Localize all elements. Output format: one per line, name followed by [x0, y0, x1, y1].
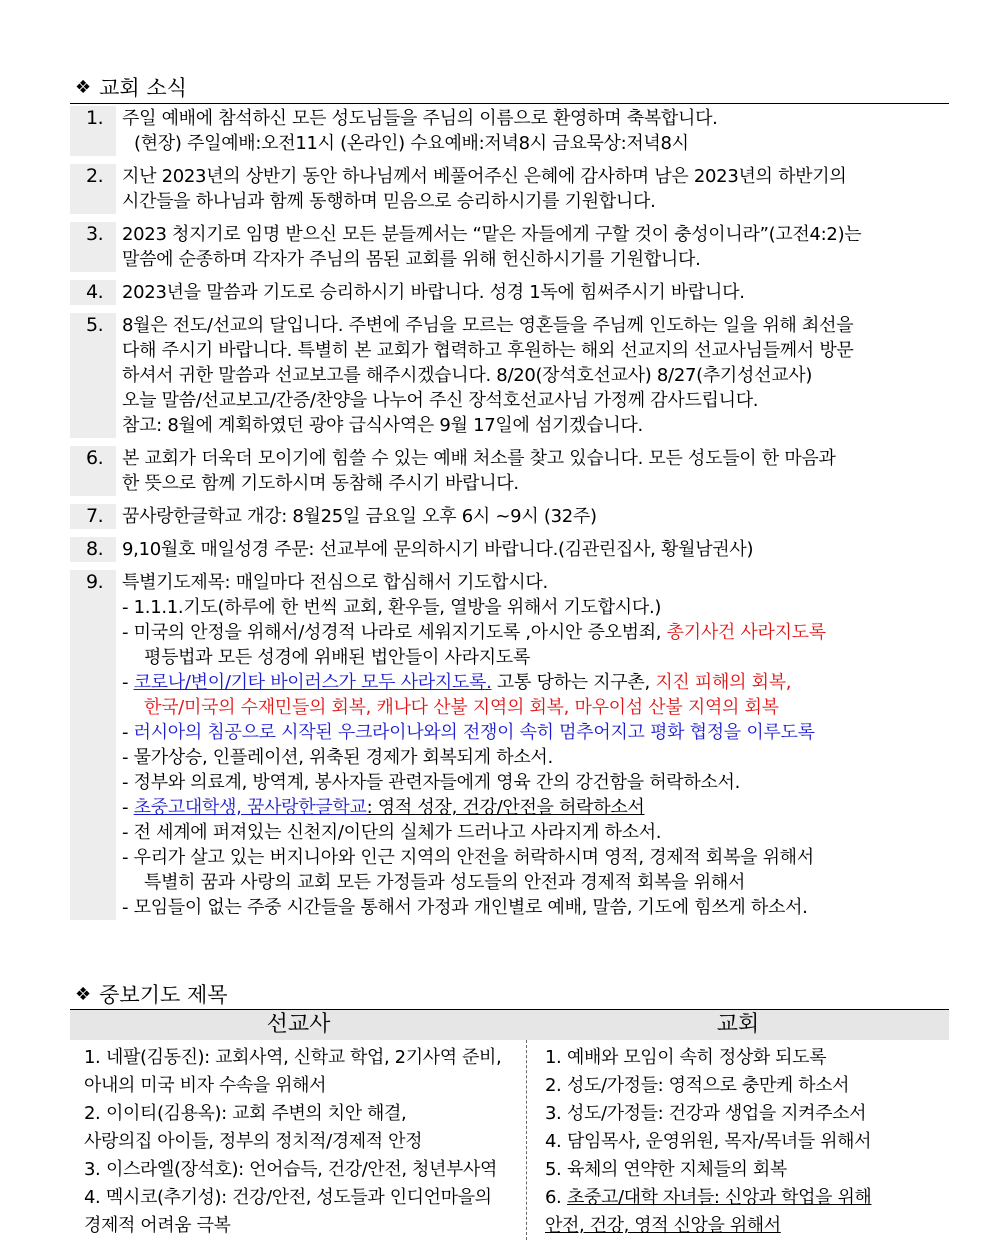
- prayer-item-number: 3.: [84, 1159, 101, 1180]
- prayer-item: [84, 1044, 526, 1072]
- list-item: [70, 313, 948, 438]
- news-section-title: [75, 74, 187, 102]
- news-title-text: 교회 소식: [99, 76, 187, 100]
- prayer-bullet: [122, 795, 948, 820]
- prayer-item: [545, 1156, 949, 1184]
- item-number: 9.: [70, 570, 116, 920]
- prayer-item-text: 담임목사, 운영위원, 목자/목녀들 위해서: [567, 1131, 872, 1152]
- prayer-item: [545, 1072, 949, 1100]
- prayer-item-cont: 아내의 미국 비자 수속을 위해서: [84, 1075, 327, 1096]
- divider: [70, 103, 949, 104]
- item-text: 9,10월호 매일성경 주문: 선교부에 문의하시기 바랍니다.(김관린집사, 황월남권사): [122, 539, 754, 560]
- prayer-item-number: 6.: [545, 1187, 562, 1208]
- dash: -: [122, 672, 134, 693]
- item-text: 시간들을 하나님과 함께 동행하며 믿음으로 승리하시기를 기원합니다.: [122, 191, 656, 212]
- list-item: [70, 164, 948, 214]
- prayer-bullet-cont: 한국/미국의 수재민들의 회복, 캐나다 산불 지역의 회복, 마우이섬 산불 지역의 회복: [144, 697, 779, 718]
- prayer-item-number: 2.: [84, 1103, 101, 1124]
- header-church: 교회: [716, 1012, 760, 1037]
- prayer-item-text: 초중고/대학 자녀들: 신앙과 학업을 위해: [567, 1187, 872, 1208]
- item-number: 3.: [70, 222, 116, 272]
- prayer-highlight-red: 지진 피해의 회복,: [655, 672, 792, 693]
- diamond-bullet-icon: ❖: [75, 77, 90, 98]
- list-item: [70, 280, 948, 305]
- missionary-column: [70, 1040, 527, 1240]
- prayer-item: [545, 1184, 949, 1212]
- prayer-table-body: [70, 1040, 949, 1240]
- prayer-bullet: - 1.1.1.기도(하루에 한 번씩 교회, 환우들, 열방을 위해서 기도합시다.): [122, 597, 662, 618]
- prayer-item: [545, 1100, 949, 1128]
- prayer-bullet: - 모임들이 없는 주중 시간들을 통해서 가정과 개인별로 예배, 말씀, 기도에 힘쓰게 하소서.: [122, 897, 808, 918]
- item-text: 한 뜻으로 함께 기도하시며 동참해 주시기 바랍니다.: [122, 473, 519, 494]
- prayer-bullet-cont: 특별히 꿈과 사랑의 교회 모든 가정들과 성도들의 안전과 경제적 회복을 위해서: [144, 872, 746, 893]
- dash: -: [122, 797, 134, 818]
- item-text: 2023 청지기로 임명 받으신 모든 분들께서는 “맡은 자들에게 구할 것이 충성이니라”(고전4:2)는: [122, 224, 862, 245]
- prayer-table: [70, 1009, 949, 1240]
- item-text: 말씀에 순종하며 각자가 주님의 몸된 교회를 위해 헌신하시기를 기원합니다.: [122, 249, 701, 270]
- header-missionary: 선교사: [266, 1012, 331, 1037]
- list-item: [70, 537, 948, 562]
- prayer-text: : 영적 성장, 건강/안전을 허락하소서: [366, 797, 645, 818]
- item-number: 8.: [70, 537, 116, 562]
- prayer-item-text: 예배와 모임이 속히 정상화 되도록: [567, 1047, 827, 1068]
- item-number: 7.: [70, 504, 116, 529]
- diamond-bullet-icon: ❖: [75, 984, 90, 1005]
- prayer-section-title: [75, 981, 228, 1009]
- prayer-item-number: 2.: [545, 1075, 562, 1096]
- prayer-item-text: 이스라엘(장석호): 언어습득, 건강/안전, 청년부사역: [106, 1159, 497, 1180]
- item-text: 지난 2023년의 상반기 동안 하나님께서 베풀어주신 은혜에 감사하며 남은 2023년의 하반기의: [122, 166, 847, 187]
- news-list: [70, 106, 948, 928]
- prayer-table-header: [70, 1009, 949, 1040]
- prayer-bullet: - 우리가 살고 있는 버지니아와 인근 지역의 안전을 허락하시며 영적, 경제적 회복을 위해서: [122, 847, 814, 868]
- item-text: (현장) 주일예배:오전11시 (온라인) 수요예배:저녁8시 금요묵상:저녁8시: [134, 133, 689, 154]
- prayer-item-number: 3.: [545, 1103, 562, 1124]
- prayer-item-text: 멕시코(추기성): 건강/안전, 성도들과 인디언마을의: [106, 1187, 492, 1208]
- item-text: 꿈사랑한글학교 개강: 8월25일 금요일 오후 6시 ~9시 (32주): [122, 506, 597, 527]
- prayer-highlight-blue: 러시아의 침공으로 시작된 우크라이나와의 전쟁이 속히 멈추어지고 평화 협정을 이루도록: [133, 722, 815, 743]
- prayer-highlight-blue: 초중고대학생, 꿈사랑한글학교: [133, 797, 367, 818]
- prayer-bullet: - 물가상승, 인플레이션, 위축된 경제가 회복되게 하소서.: [122, 747, 553, 768]
- prayer-bullet-cont: 평등법과 모든 성경에 위배된 법안들이 사라지도록: [144, 647, 530, 668]
- item-number: 6.: [70, 446, 116, 496]
- prayer-item-cont: 안전, 건강, 영적 신앙을 위해서: [545, 1215, 781, 1236]
- prayer-item-cont: 사랑의집 아이들, 정부의 정치적/경제적 안정: [84, 1131, 423, 1152]
- prayer-item: [545, 1128, 949, 1156]
- prayer-item: [545, 1044, 949, 1072]
- prayer-highlight-red: 총기사건 사라지도록: [666, 622, 826, 643]
- prayer-item-text: 네팔(김동진): 교회사역, 신학교 학업, 2기사역 준비,: [106, 1047, 502, 1068]
- item-text: 8월은 전도/선교의 달입니다. 주변에 주님을 모르는 영혼들을 주님께 인도하는 일을 위해 최선을: [122, 315, 854, 336]
- prayer-item: [84, 1184, 526, 1212]
- item-text: 다해 주시기 바랍니다. 특별히 본 교회가 협력하고 후원하는 해외 선교지의 선교사님들께서 방문: [122, 340, 854, 361]
- prayer-bullet: - 정부와 의료계, 방역계, 봉사자들 관련자들에게 영육 간의 강건함을 허락하소서.: [122, 772, 741, 793]
- prayer-item: [84, 1100, 526, 1128]
- item-text: 본 교회가 더욱더 모이기에 힘쓸 수 있는 예배 처소를 찾고 있습니다. 모든 성도들이 한 마음과: [122, 448, 836, 469]
- prayer-highlight-blue: 코로나/변이/기타 바이러스가 모두 사라지도록.: [133, 672, 492, 693]
- list-item: [70, 504, 948, 529]
- prayer-item-number: 1.: [545, 1047, 562, 1068]
- prayer-item-text: 육체의 연약한 지체들의 회복: [567, 1159, 787, 1180]
- item-text: 주일 예배에 참석하신 모든 성도님들을 주님의 이름으로 환영하며 축복합니다.: [122, 108, 718, 129]
- item-text: 특별기도제목: 매일마다 전심으로 합심해서 기도합시다.: [122, 572, 548, 593]
- item-number: 2.: [70, 164, 116, 214]
- dash: -: [122, 722, 134, 743]
- item-number: 1.: [70, 106, 116, 156]
- item-text: 2023년을 말씀과 기도로 승리하시기 바랍니다. 성경 1독에 힘써주시기 바랍니다.: [122, 282, 745, 303]
- prayer-text: 고통 당하는 지구촌,: [491, 672, 656, 693]
- prayer-bullet: - 전 세계에 퍼져있는 신천지/이단의 실체가 드러나고 사라지게 하소서.: [122, 822, 662, 843]
- item-text: 하셔서 귀한 말씀과 선교보고를 해주시겠습니다. 8/20(장석호선교사) 8/27(추기성선교사): [122, 365, 813, 386]
- prayer-item-number: 4.: [545, 1131, 562, 1152]
- prayer-bullet: [122, 670, 948, 695]
- item-text: 참고: 8월에 계획하였던 광야 급식사역은 9월 17일에 섬기겠습니다.: [122, 415, 643, 436]
- item-text: 오늘 말씀/선교보고/간증/찬양을 나누어 주신 장석호선교사님 가정께 감사드립니다.: [122, 390, 759, 411]
- list-item: [70, 570, 948, 920]
- prayer-text: - 미국의 안정을 위해서/성경적 나라로 세워지기도록 ,아시안 증오범죄,: [122, 622, 667, 643]
- prayer-item-number: 1.: [84, 1047, 101, 1068]
- item-number: 4.: [70, 280, 116, 305]
- prayer-title-text: 중보기도 제목: [99, 983, 228, 1007]
- prayer-item-number: 4.: [84, 1187, 101, 1208]
- prayer-item: [84, 1156, 526, 1184]
- list-item: [70, 446, 948, 496]
- list-item: [70, 222, 948, 272]
- prayer-item-cont: 경제적 어려움 극복: [84, 1215, 231, 1236]
- prayer-item-text: 성도/가정들: 영적으로 충만케 하소서: [567, 1075, 850, 1096]
- prayer-bullet: [122, 720, 948, 745]
- prayer-item-text: 이이티(김용옥): 교회 주변의 치안 해결,: [106, 1103, 407, 1124]
- church-column: [527, 1040, 949, 1240]
- item-number: 5.: [70, 313, 116, 438]
- prayer-bullet: [122, 620, 948, 645]
- list-item: [70, 106, 948, 156]
- prayer-item-text: 성도/가정들: 건강과 생업을 지켜주소서: [567, 1103, 867, 1124]
- prayer-item-number: 5.: [545, 1159, 562, 1180]
